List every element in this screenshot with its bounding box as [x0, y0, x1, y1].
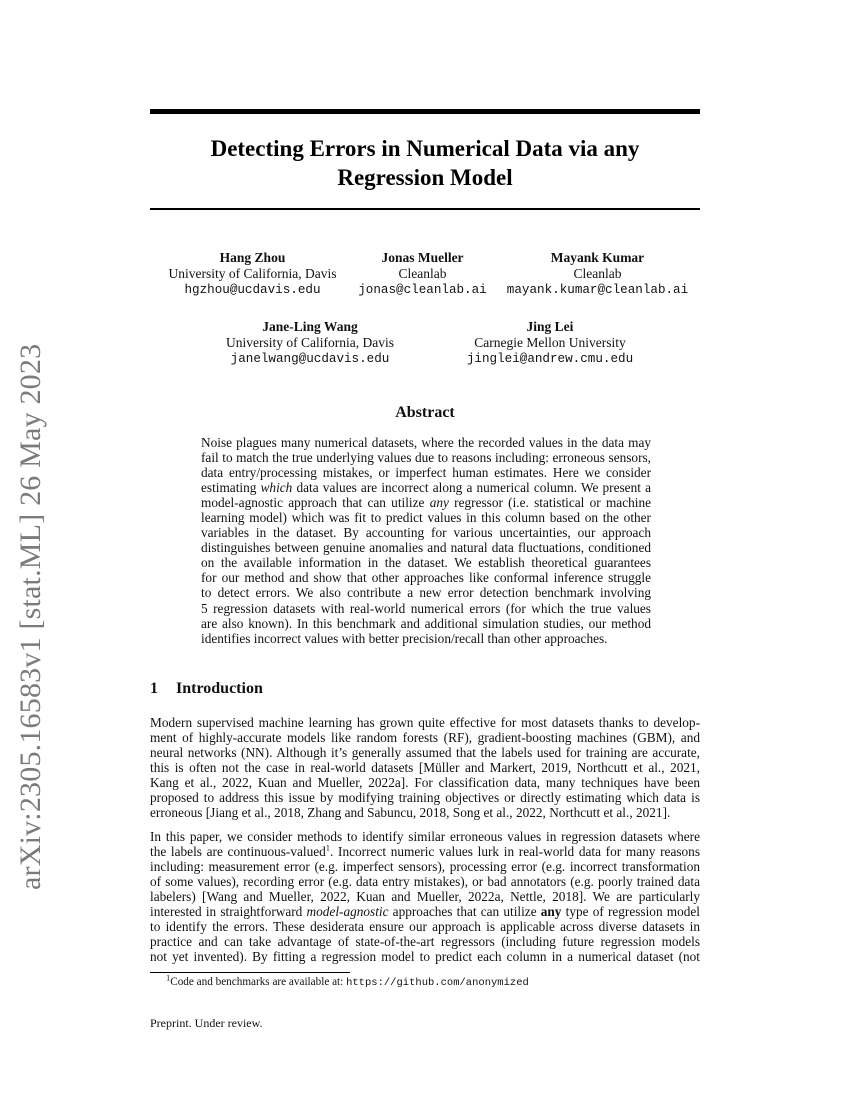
author-affiliation: University of California, Davis [226, 335, 394, 350]
abstract-line: learning model) which was fit to predict values in this column based on the other [201, 510, 651, 526]
footnote [166, 972, 529, 989]
paragraph-line: In this paper, we consider methods to identify similar erroneous values in regression datasets where [150, 829, 700, 844]
section-title: Introduction [176, 680, 263, 697]
author-name: Jing Lei [526, 319, 574, 334]
abstract-heading: Abstract [395, 404, 455, 421]
author-block [160, 250, 345, 298]
paragraph-line: interested in straightforward model-agnostic approaches that can utilize any type of regression model [150, 904, 700, 920]
paragraph-line: including: measurement error (e.g. imperfect sensors), processing error (e.g. incorrect transformation [150, 859, 700, 875]
author-block [210, 319, 410, 367]
paragraph-line: this is often not the case in real-world datasets [Müller and Markert, 2019, Northcutt et al., 2021, [150, 760, 700, 776]
paragraph-line: ment of highly-accurate models like random forests (RF), gradient-boosting machines (GBM), and [150, 730, 700, 746]
author-name: Mayank Kumar [550, 250, 645, 265]
abstract-line: variables in the dataset. By accounting for various uncertainties, our approach [201, 525, 651, 541]
abstract-line: data entry/processing mistakes, or imperfect human estimates. Here we consider [201, 465, 651, 481]
author-email: jonas@cleanlab.ai [358, 283, 487, 297]
author-email: mayank.kumar@cleanlab.ai [506, 283, 689, 297]
abstract-line: are also known). In this benchmark and additional simulation studies, our method [201, 615, 651, 631]
paragraph-line: Kang et al., 2022, Kuan and Mueller, 2022a]. For classification data, many techniques have been [150, 775, 700, 791]
preprint-note: Preprint. Under review. [150, 1016, 263, 1030]
top-rule [150, 109, 700, 114]
paragraph-line: erroneous [Jiang et al., 2018, Zhang and Sabuncu, 2018, Song et al., 2022, Northcutt et al., 2021]. [150, 805, 671, 821]
author-block [355, 250, 490, 298]
paragraph-line: neural networks (NN). Although it’s generally assumed that the labels used for training are accurate, [150, 745, 700, 761]
paragraph-line: the labels are continuous-valued$^1$. Incorrect numeric values lurk in real-world data for many reasons [150, 842, 700, 860]
footnote-number: 1 [166, 972, 171, 983]
abstract-line: model-agnostic approach that can utilize any regressor (i.e. statistical or machine [201, 495, 651, 511]
paragraph-line: practice and can take advantage of state-of-the-art regressors (including future regression models [150, 934, 700, 950]
abstract-line: to detect errors. We also contribute a new error detection benchmark involving [201, 585, 651, 601]
intro-paragraph-2 [150, 829, 700, 964]
abstract-line: fail to match the true underlying values due to reasons including: erroneous sensors, [201, 450, 651, 466]
abstract-line: 5 regression datasets with real-world numerical errors (for which the true values [201, 600, 651, 616]
footnote-rule [150, 972, 350, 973]
abstract-line: for our method and show that other approaches like conformal inference struggle [201, 570, 651, 586]
paragraph-line: Modern supervised machine learning has grown quite effective for most datasets thanks to develop- [150, 715, 700, 730]
title-line: Regression Model [337, 165, 513, 190]
author-name: Hang Zhou [219, 250, 286, 265]
author-affiliation: University of California, Davis [168, 266, 337, 281]
abstract-line: identifies incorrect values with better precision/recall than other approaches. [201, 630, 608, 646]
author-email: janelwang@ucdavis.edu [230, 352, 390, 366]
paragraph-line: of some values), recording error (e.g. data entry mistakes), or bad annotators (e.g. poorly trained data [150, 874, 700, 890]
footnote-url[interactable]: https://github.com/anonymized [346, 977, 529, 989]
abstract-line: distinguishes between genuine anomalies and natural data fluctuations, conditioned [201, 540, 651, 556]
section-heading [150, 680, 263, 698]
paragraph-line: to identify the errors. These desiderata ensure our approach is applicable across diverse datasets in [150, 919, 700, 935]
paragraph-line: proposed to address this issue by modifying training objectives or directly estimating which data is [150, 790, 700, 806]
author-name: Jonas Mueller [381, 250, 464, 265]
arxiv-stamp: arXiv:2305.16583v1 [stat.ML] 26 May 2023 [14, 343, 47, 890]
paragraph-line: not yet invented). By fitting a regression model to predict each column in a numerical dataset (not [150, 949, 700, 965]
footnote-marker: 1 [325, 842, 331, 853]
footnote-text: Code and benchmarks are available at: [170, 976, 347, 988]
author-affiliation: Cleanlab [573, 266, 622, 281]
abstract-line: estimating which data values are incorrect along a numerical column. We present a [201, 480, 651, 496]
section-number: 1 [150, 680, 158, 697]
author-email: jinglei@andrew.cmu.edu [466, 352, 634, 366]
intro-paragraph-1 [150, 715, 700, 820]
author-block [505, 250, 690, 298]
abstract-line: Noise plagues many numerical datasets, where the recorded values in the data may [201, 435, 651, 450]
author-affiliation: Carnegie Mellon University [474, 335, 626, 350]
paragraph-line: labelers) [Wang and Mueller, 2022, Kuan and Mueller, 2022a, Nettle, 2018]. We are particularly [150, 889, 700, 905]
abstract-line: on the available information in the dataset. We establish theoretical guarantees [201, 555, 651, 571]
paper-title [150, 134, 700, 192]
title-rule [150, 208, 700, 210]
author-block [455, 319, 645, 367]
author-affiliation: Cleanlab [398, 266, 447, 281]
title-line: Detecting Errors in Numerical Data via any [210, 136, 640, 161]
author-name: Jane-Ling Wang [262, 319, 358, 334]
author-email: hgzhou@ucdavis.edu [184, 283, 321, 297]
abstract-body [201, 435, 651, 646]
